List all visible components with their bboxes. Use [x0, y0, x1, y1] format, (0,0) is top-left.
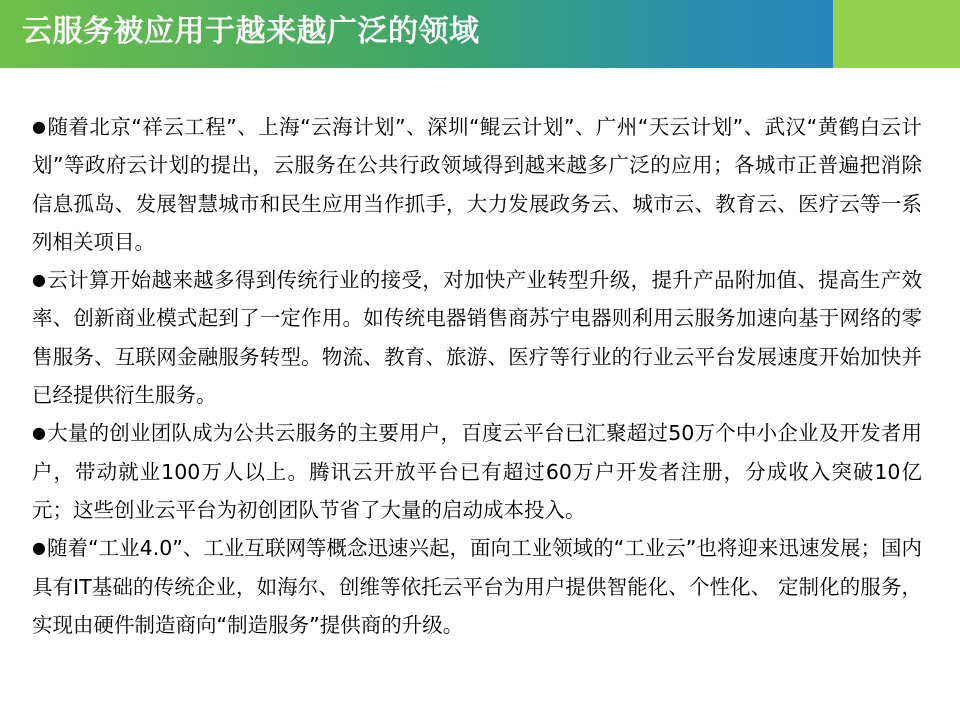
paragraph-text: 随着“工业4.0”、工业互联网等概念迅速兴起，面向工业领域的“工业云”也将迎来迅速发展；国内具有IT基础的传统企业，如海尔、创维等依托云平台为用户提供智能化、个性化、 定制化的服务，实现由硬件制造商向“制造服务”提供商的升级。 [32, 536, 922, 637]
bullet-icon: ● [32, 270, 46, 290]
paragraph-text: 云计算开始越来越多得到传统行业的接受，对加快产业转型升级，提升产品附加值、提高生产效率、创新商业模式起到了一定作用。如传统电器销售商苏宁电器则利用云服务加速向基于网络的零售服务、互联网金融服务转型。物流、教育、旅游、医疗等行业的行业云平台发展速度开始加快并已经提供衍生服务。 [32, 268, 922, 408]
paragraph-text: 大量的创业团队成为公共云服务的主要用户，百度云平台已汇聚超过50万个中小企业及开发者用户，带动就业100万人以上。腾讯云开放平台已有超过60万户开发者注册，分成收入突破10亿元；这些创业云平台为初创团队节省了大量的启动成本投入。 [32, 421, 922, 522]
bullet-icon: ● [32, 117, 46, 136]
title-bar [0, 0, 960, 68]
bullet-icon: ● [32, 423, 46, 443]
paragraph-traditional-industry [32, 261, 922, 414]
paragraph-industrial-cloud [32, 529, 922, 644]
paragraph-startup-teams [32, 414, 922, 529]
paragraph-government-cloud [32, 108, 922, 261]
bullet-icon: ● [32, 538, 46, 558]
paragraph-text: 随着北京“祥云工程”、上海“云海计划”、深圳“鲲云计划”、广州“天云计划”、武汉“黄鹤白云计划”等政府云计划的提出，云服务在公共行政领域得到越来越多广泛的应用；各城市正普遍把消除信息孤岛、发展智慧城市和民生应用当作抓手，大力发展政务云、城市云、教育云、医疗云等一系列相关项目。 [32, 115, 922, 254]
slide-title: 云服务被应用于越来越广泛的领域 [22, 14, 480, 49]
title-accent-block [833, 0, 960, 68]
content-body [32, 108, 922, 644]
